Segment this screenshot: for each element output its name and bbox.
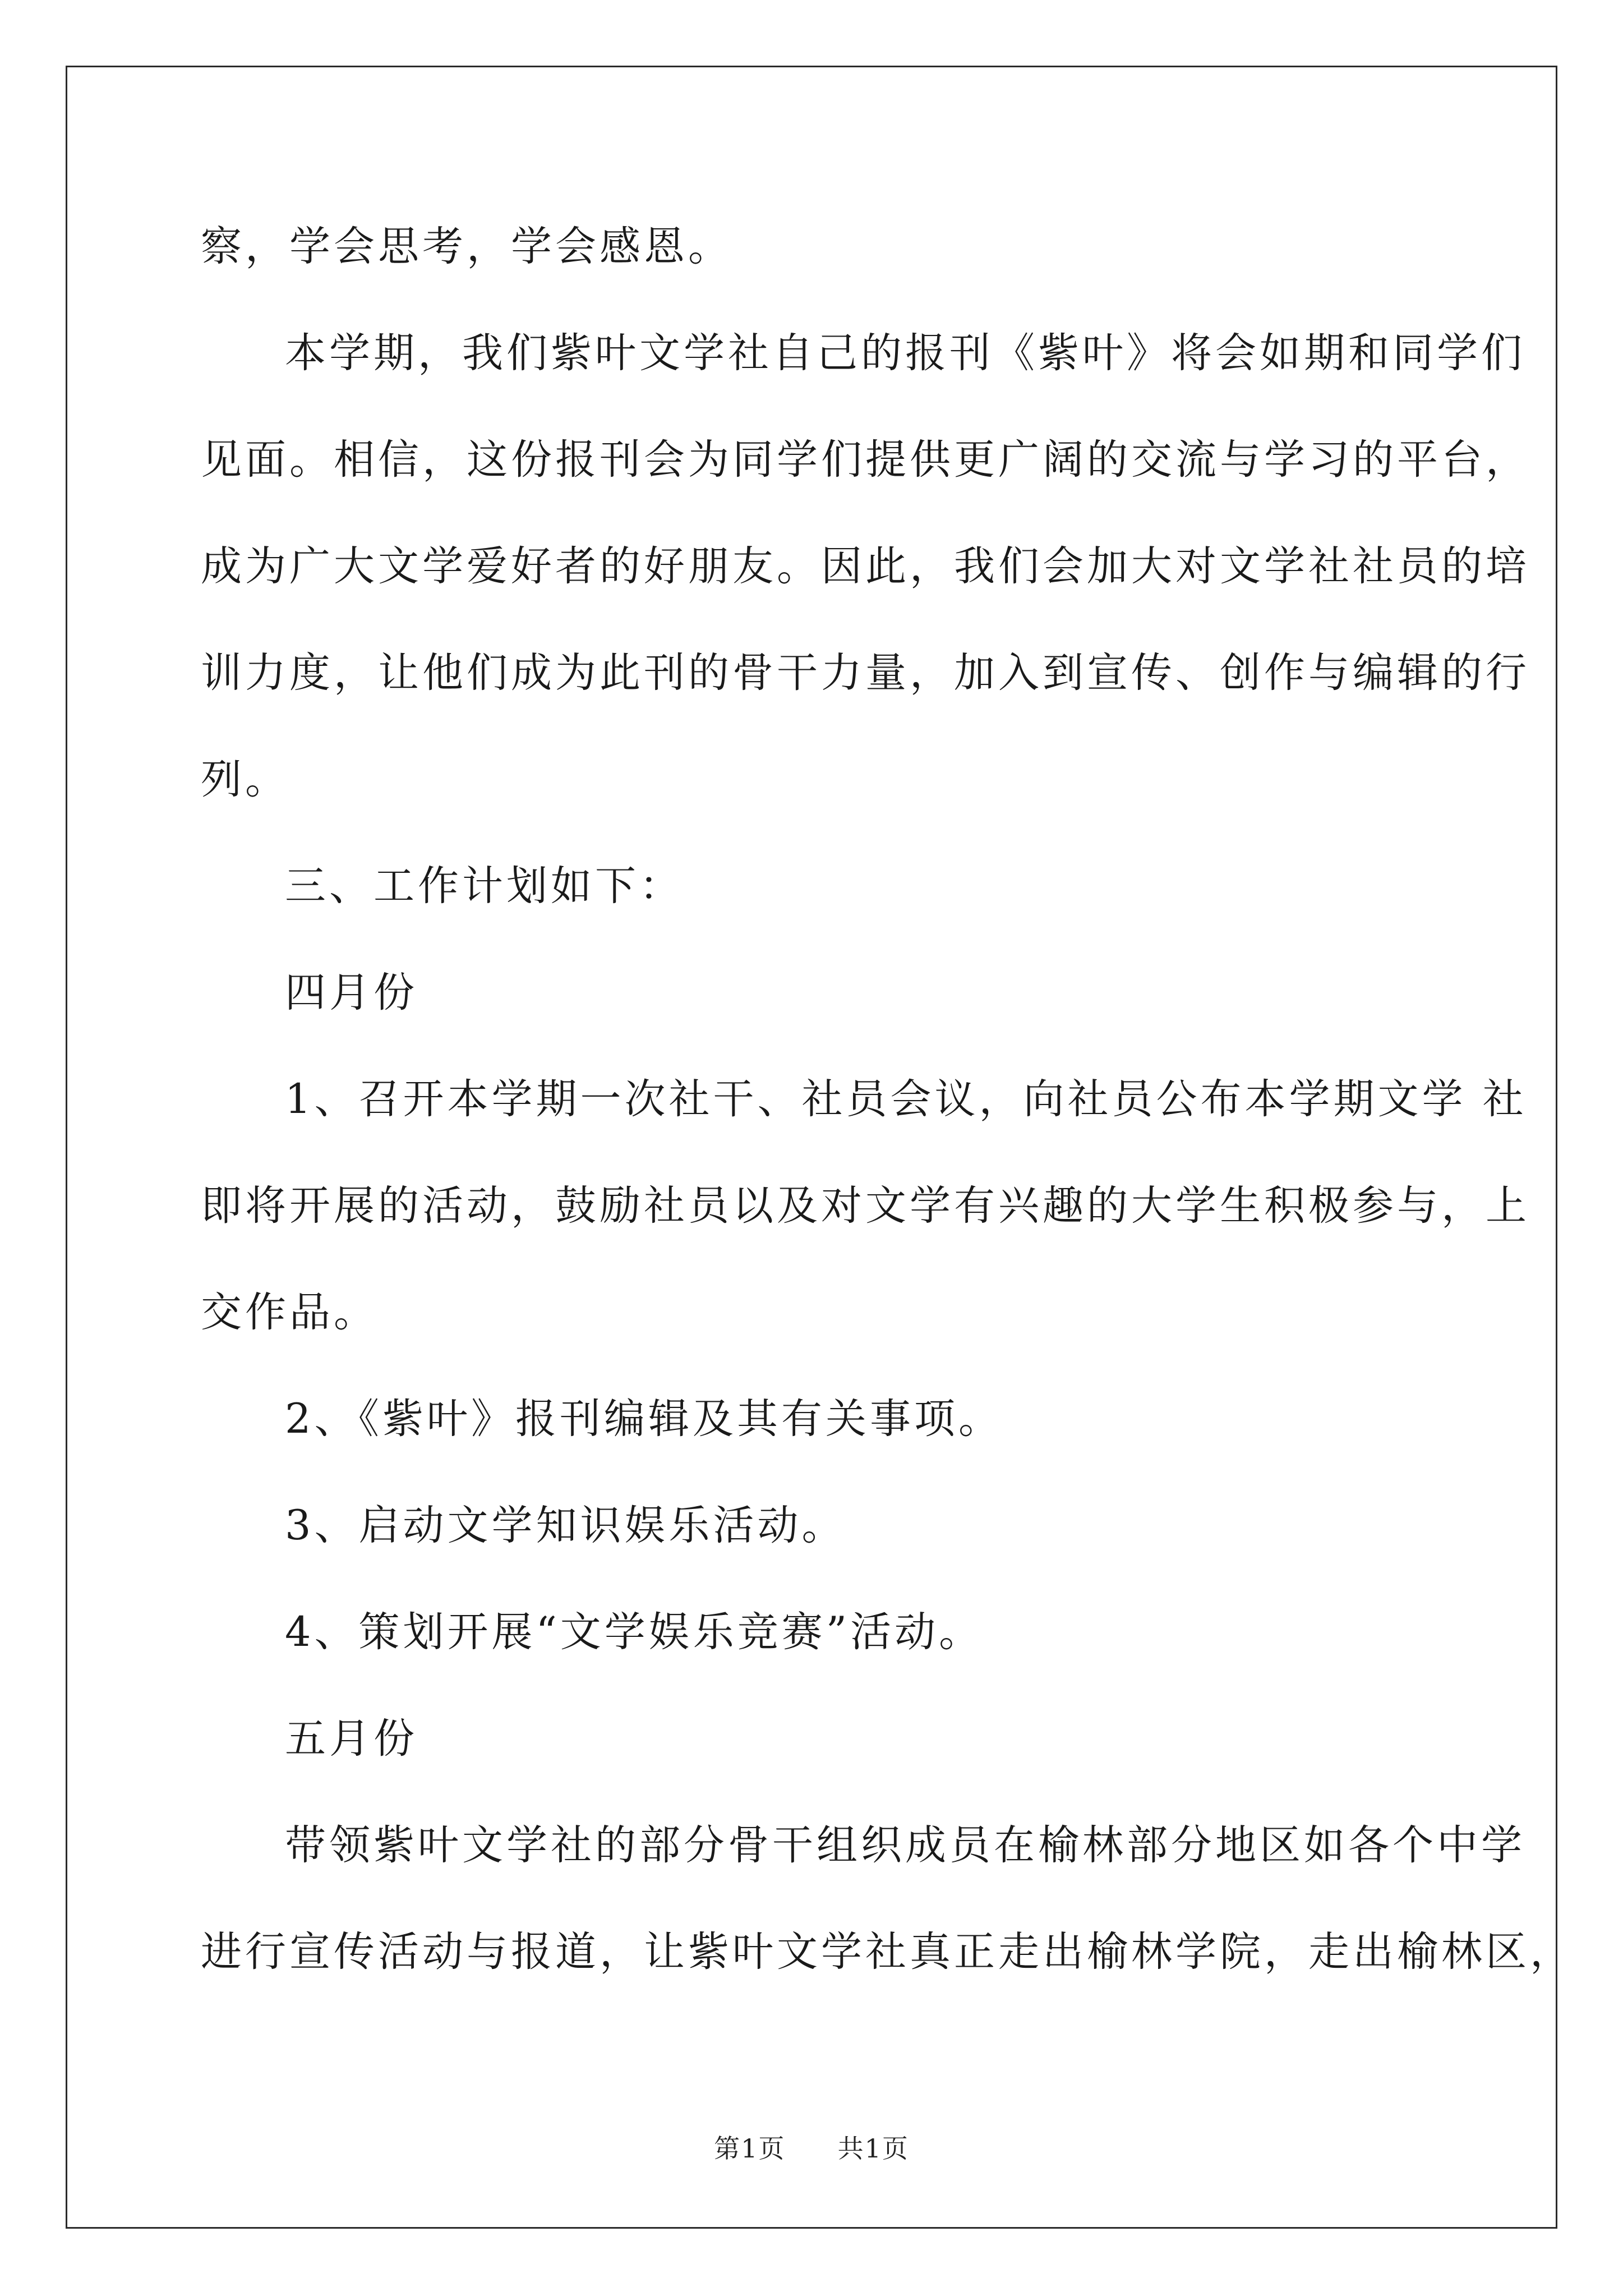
page-footer xyxy=(0,2132,1623,2165)
list-item: 3、启动文学知识娱乐活动。 xyxy=(285,1502,846,1549)
list-item: 4、策划开展“文学娱乐竞赛”活动。 xyxy=(285,1608,984,1656)
list-item: 2、《紫叶》报刊编辑及其有关事项。 xyxy=(285,1395,1003,1443)
subsection-heading: 五月份 xyxy=(285,1715,418,1763)
subsection-heading: 四月份 xyxy=(285,969,418,1016)
text-line: 本学期，我们紫叶文学社自己的报刊《紫叶》将会如期和同学们 xyxy=(285,329,1525,377)
page-border xyxy=(66,66,1557,2229)
text-line: 进行宣传活动与报道，让紫叶文学社真正走出榆林学院，走出榆林区， xyxy=(201,1928,1574,1976)
text-line: 训力度，让他们成为此刊的骨干力量，加入到宣传、创作与编辑的行 xyxy=(201,649,1530,697)
text-line: 即将开展的活动，鼓励社员以及对文学有兴趣的大学生积极参与，上 xyxy=(201,1182,1530,1230)
text-line: 成为广大文学爱好者的好朋友。因此，我们会加大对文学社社员的培 xyxy=(201,542,1530,590)
text-line: 交作品。 xyxy=(201,1289,378,1336)
text-line: 列。 xyxy=(201,756,289,803)
page-total: 共1页 xyxy=(837,2133,909,2164)
section-heading: 三、工作计划如下： xyxy=(285,862,684,910)
list-item: 1、召开本学期一次社干、社员会议，向社员公布本学期文学 社 xyxy=(285,1075,1527,1123)
text-line: 察，学会思考，学会感恩。 xyxy=(201,223,732,270)
text-line: 带领紫叶文学社的部分骨干组织成员在榆林部分地区如各个中学 xyxy=(285,1821,1525,1869)
page-number: 第1页 xyxy=(714,2133,786,2164)
text-line: 见面。相信，这份报刊会为同学们提供更广阔的交流与学习的平台， xyxy=(201,436,1530,484)
